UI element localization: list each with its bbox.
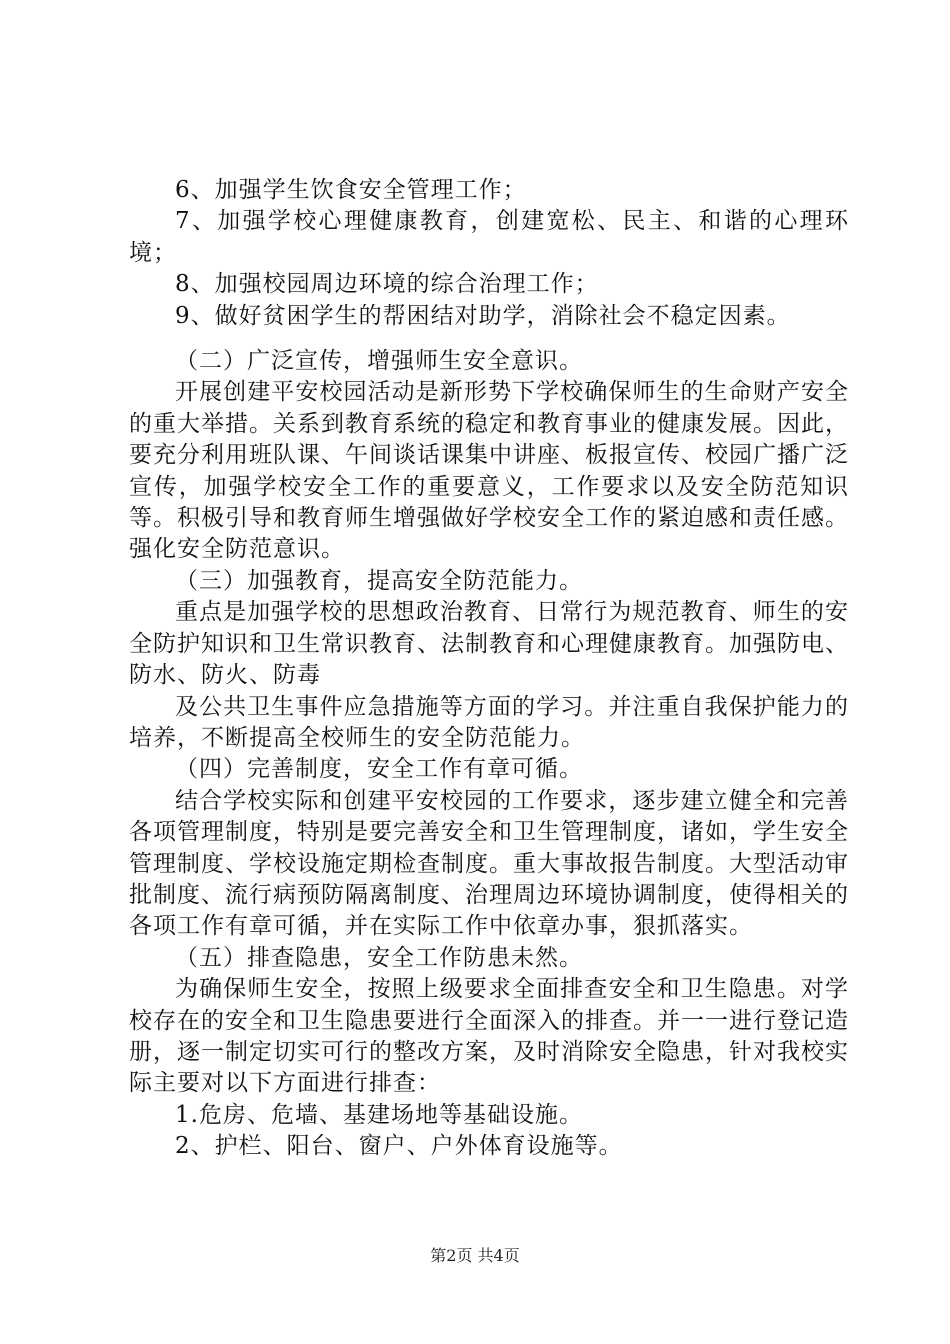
page-footer: 第2页 共4页 — [430, 1246, 520, 1265]
section-body-5: 为确保师生安全，按照上级要求全面排查安全和卫生隐患。对学校存在的安全和卫生隐患要进行全面深入的排查。并一一进行登记造册，逐一制定切实可行的整改方案，及时消除安全隐患，针对我校实际主要对以下方面进行排查： — [129, 976, 849, 1097]
document-body — [129, 175, 849, 1163]
check-item-1: 1.危房、危墙、基建场地等基础设施。 — [175, 1101, 583, 1128]
check-item-2: 2、护栏、阳台、窗户、户外体育设施等。 — [175, 1133, 623, 1160]
section-heading-2: （二）广泛宣传，增强师生安全意识。 — [175, 348, 583, 375]
section-heading-5: （五）排查隐患，安全工作防患未然。 — [175, 944, 583, 971]
section-heading-3: （三）加强教育，提高安全防范能力。 — [175, 567, 583, 594]
section-heading-4: （四）完善制度，安全工作有章可循。 — [175, 756, 583, 783]
section-body-2: 开展创建平安校园活动是新形势下学校确保师生的生命财产安全的重大举措。关系到教育系统的稳定和教育事业的健康发展。因此，要充分利用班队课、午间谈话课集中讲座、板报宣传、校园广播广泛宣传，加强学校安全工作的重要意义，工作要求以及安全防范知识等。积极引导和教育师生增强做好学校安全工作的紧迫感和责任感。强化安全防范意识。 — [129, 379, 849, 563]
section-body-4: 结合学校实际和创建平安校园的工作要求，逐步建立健全和完善各项管理制度，特别是要完善安全和卫生管理制度，诸如，学生安全管理制度、学校设施定期检查制度。重大事故报告制度。大型活动审批制度、流行病预防隔离制度、治理周边环境协调制度，使得相关的各项工作有章可循，并在实际工作中依章办事，狠抓落实。 — [129, 787, 849, 940]
list-item-6: 6、加强学生饮食安全管理工作； — [175, 177, 527, 203]
section-body-3b: 及公共卫生事件应急措施等方面的学习。并注重自我保护能力的培养，不断提高全校师生的安全防范能力。 — [129, 693, 849, 751]
list-item-9: 9、做好贫困学生的帮困结对助学，消除社会不稳定因素。 — [175, 302, 791, 329]
list-item-7: 7、加强学校心理健康教育，创建宽松、民主、和谐的心理环境； — [129, 208, 849, 266]
list-item-8: 8、加强校园周边环境的综合治理工作； — [175, 271, 599, 298]
section-body-3a: 重点是加强学校的思想政治教育、日常行为规范教育、师生的安全防护知识和卫生常识教育、法制教育和心理健康教育。加强防电、防水、防火、防毒 — [129, 599, 849, 689]
paragraph-gap — [129, 332, 849, 346]
